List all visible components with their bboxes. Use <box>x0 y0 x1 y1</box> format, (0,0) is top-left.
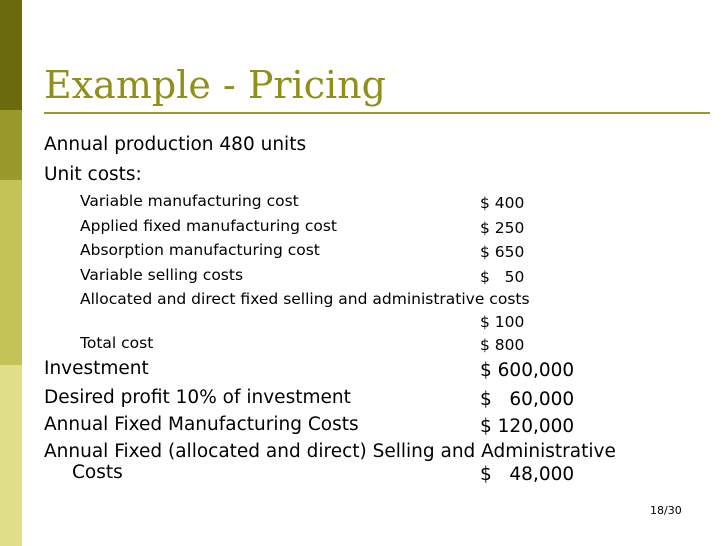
summary-label: Investment <box>44 358 149 379</box>
sidebar-band-pale <box>0 365 22 546</box>
sidebar-band-mid <box>0 110 22 180</box>
summary-label: Annual Fixed (allocated and direct) Selling and Administrative <box>44 441 616 462</box>
unit-cost-label: Absorption manufacturing cost <box>80 241 320 259</box>
unit-cost-value: $ 250 <box>480 219 525 237</box>
unit-cost-label: Variable manufacturing cost <box>80 192 299 210</box>
unit-cost-label: Variable selling costs <box>80 266 244 284</box>
unit-costs-heading: Unit costs: <box>44 164 142 185</box>
unit-cost-value: $ 50 <box>480 268 525 286</box>
summary-label: Desired profit 10% of investment <box>44 387 351 408</box>
page-number: 18/30 <box>650 504 682 517</box>
sidebar-band-dark <box>0 0 22 110</box>
summary-value: $ 120,000 <box>480 416 575 437</box>
summary-label-continued: Costs <box>72 462 123 483</box>
unit-cost-value: $ 400 <box>480 194 525 212</box>
unit-cost-label: Total cost <box>80 334 154 352</box>
summary-value: $ 60,000 <box>480 389 575 410</box>
sidebar-decoration <box>0 0 22 546</box>
unit-cost-value: $ 100 <box>480 313 525 331</box>
unit-cost-value: $ 800 <box>480 336 525 354</box>
summary-label: Annual Fixed Manufacturing Costs <box>44 414 359 435</box>
unit-cost-label: Applied fixed manufacturing cost <box>80 217 338 235</box>
summary-value: $ 48,000 <box>480 464 575 485</box>
summary-value: $ 600,000 <box>480 360 575 381</box>
title-divider <box>44 112 710 114</box>
slide-title: Example - Pricing <box>44 63 386 107</box>
sidebar-band-light <box>0 180 22 365</box>
annual-production-text: Annual production 480 units <box>44 134 307 155</box>
unit-cost-label: Allocated and direct fixed selling and administrative costs <box>80 290 530 308</box>
unit-cost-value: $ 650 <box>480 243 525 261</box>
